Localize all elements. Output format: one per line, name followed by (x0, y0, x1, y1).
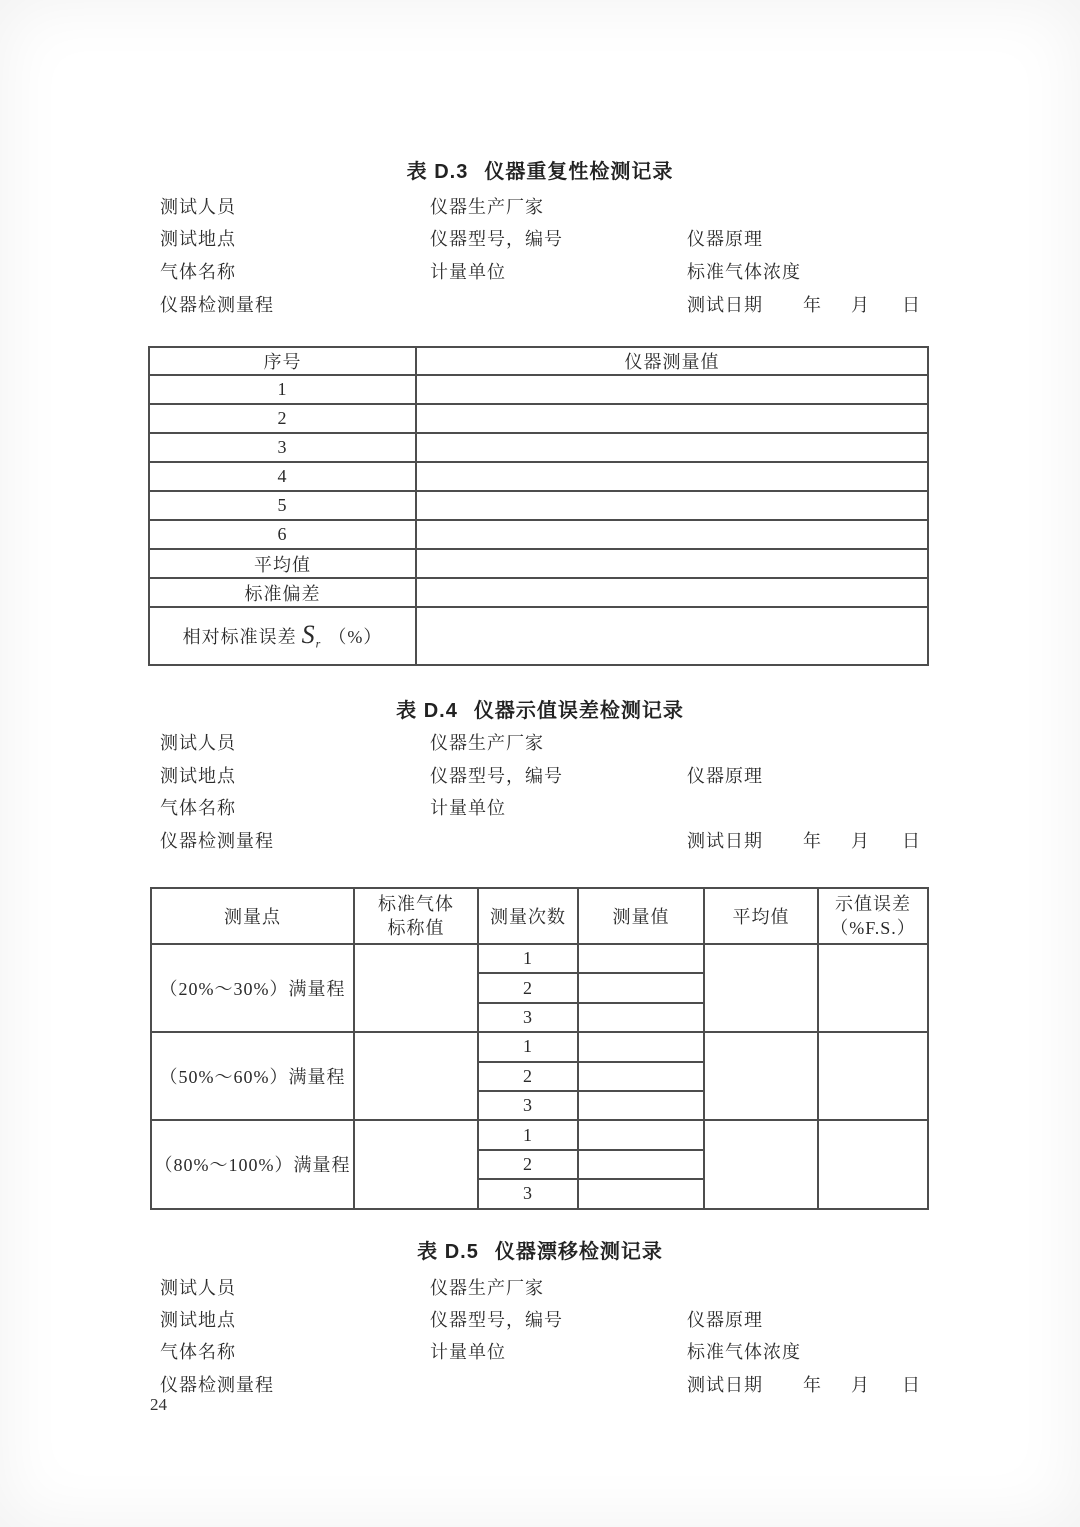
field-label-range: 仪器检测量程 (160, 1375, 274, 1395)
field-label-gas-name: 气体名称 (160, 798, 236, 818)
blank-nominal-cell (354, 1032, 478, 1120)
field-label-location: 测试地点 (160, 229, 236, 249)
blank-value-cell (578, 1062, 704, 1091)
field-label-gas-name: 气体名称 (160, 1342, 236, 1362)
blank-entry-cell (416, 578, 928, 607)
measure-point-header-cell: 测量点 (151, 888, 354, 944)
d3-info-row-4 (160, 295, 1060, 317)
count-cell: 3 (478, 1003, 578, 1032)
seq-cell: 6 (149, 520, 416, 549)
table-d5-title-number: 表 D.5 (417, 1241, 479, 1263)
table-d5-title-text: 仪器漂移检测记录 (494, 1241, 663, 1263)
count-cell: 3 (478, 1091, 578, 1120)
measured-value-header-cell: 仪器测量值 (416, 347, 928, 375)
blank-entry-cell (416, 462, 928, 491)
blank-error-cell (818, 944, 928, 1032)
table-row (149, 607, 928, 665)
count-cell: 2 (478, 1150, 578, 1179)
table-row (151, 944, 928, 973)
table-row (151, 1120, 928, 1149)
date-month-label: 月 (851, 831, 870, 851)
field-label-principle: 仪器原理 (687, 766, 763, 786)
indication-error-table (150, 887, 929, 1210)
table-row (149, 433, 928, 462)
std-gas-header-line2: 标称值 (387, 918, 445, 938)
field-label-location: 测试地点 (160, 1310, 236, 1330)
blank-entry-cell (416, 607, 928, 665)
seq-cell: 4 (149, 462, 416, 491)
sr-symbol: S (301, 620, 316, 650)
measure-point-cell: （20%～30%）满量程 (151, 944, 354, 1032)
d4-info-row-3 (160, 798, 1060, 820)
field-label-principle: 仪器原理 (687, 229, 763, 249)
field-label-tester: 测试人员 (160, 1278, 236, 1298)
table-row (149, 578, 928, 607)
blank-average-cell (704, 944, 818, 1032)
std-gas-header-line1: 标准气体 (378, 894, 454, 914)
count-cell: 1 (478, 1120, 578, 1149)
field-label-location: 测试地点 (160, 766, 236, 786)
average-header-cell: 平均值 (704, 888, 818, 944)
table-header-row (149, 347, 928, 375)
blank-error-cell (818, 1120, 928, 1208)
measure-point-cell: （80%～100%）满量程 (151, 1120, 354, 1208)
measure-point-cell: （50%～60%）满量程 (151, 1032, 354, 1120)
table-row (151, 1032, 928, 1061)
field-label-std-gas-conc: 标准气体浓度 (687, 1342, 801, 1362)
field-label-range: 仪器检测量程 (160, 295, 274, 315)
date-day-label: 日 (902, 1375, 921, 1395)
field-label-test-date: 测试日期 (687, 1375, 763, 1395)
count-cell: 2 (478, 973, 578, 1002)
table-d3-title-text: 仪器重复性检测记录 (484, 161, 674, 183)
field-label-range: 仪器检测量程 (160, 831, 274, 851)
d3-info-row-1 (160, 197, 1060, 219)
table-d3-title (0, 161, 1080, 183)
blank-average-cell (704, 1032, 818, 1120)
repeatability-table (148, 346, 929, 666)
indication-error-header-line2: （%F.S.） (830, 918, 916, 938)
date-day-label: 日 (902, 295, 921, 315)
blank-value-cell (578, 1032, 704, 1061)
blank-value-cell (578, 1091, 704, 1120)
d4-info-row-4 (160, 831, 1060, 853)
blank-entry-cell (416, 549, 928, 578)
d3-info-row-3 (160, 262, 1060, 284)
seq-header-cell: 序号 (149, 347, 416, 375)
field-label-unit: 计量单位 (430, 798, 506, 818)
table-row (149, 462, 928, 491)
std-deviation-label-cell: 标准偏差 (149, 578, 416, 607)
blank-value-cell (578, 973, 704, 1002)
count-cell: 1 (478, 1032, 578, 1061)
field-label-test-date: 测试日期 (687, 295, 763, 315)
measured-value-header-cell: 测量值 (578, 888, 704, 944)
field-label-unit: 计量单位 (430, 262, 506, 282)
seq-cell: 3 (149, 433, 416, 462)
date-month-label: 月 (851, 1375, 870, 1395)
date-year-label: 年 (803, 295, 822, 315)
date-year-label: 年 (803, 831, 822, 851)
count-cell: 2 (478, 1062, 578, 1091)
date-month-label: 月 (851, 295, 870, 315)
blank-average-cell (704, 1120, 818, 1208)
table-d4-title-number: 表 D.4 (396, 700, 458, 722)
blank-value-cell (578, 1179, 704, 1208)
date-day-label: 日 (902, 831, 921, 851)
blank-nominal-cell (354, 1120, 478, 1208)
field-label-unit: 计量单位 (430, 1342, 506, 1362)
sr-percent-text: （%） (328, 627, 383, 648)
date-year-label: 年 (803, 1375, 822, 1395)
table-row (149, 520, 928, 549)
seq-cell: 5 (149, 491, 416, 520)
d4-info-row-1 (160, 733, 1060, 755)
table-d4-title (0, 700, 1080, 722)
table-row (149, 491, 928, 520)
field-label-model: 仪器型号，编号 (430, 229, 563, 249)
field-label-model: 仪器型号，编号 (430, 766, 563, 786)
blank-value-cell (578, 1003, 704, 1032)
blank-entry-cell (416, 375, 928, 404)
field-label-test-date: 测试日期 (687, 831, 763, 851)
std-gas-nominal-header-cell (354, 888, 478, 944)
count-cell: 3 (478, 1179, 578, 1208)
table-d3-title-number: 表 D.3 (406, 161, 469, 183)
table-header-row (151, 888, 928, 944)
field-label-model: 仪器型号，编号 (430, 1310, 563, 1330)
table-row (149, 404, 928, 433)
field-label-tester: 测试人员 (160, 733, 236, 753)
indication-error-header-line1: 示值误差 (835, 894, 911, 914)
blank-entry-cell (416, 491, 928, 520)
field-label-principle: 仪器原理 (687, 1310, 763, 1330)
field-label-gas-name: 气体名称 (160, 262, 236, 282)
d5-info-row-2 (160, 1310, 1060, 1332)
d5-info-row-3 (160, 1342, 1060, 1364)
blank-entry-cell (416, 433, 928, 462)
measure-count-header-cell: 测量次数 (478, 888, 578, 944)
field-label-manufacturer: 仪器生产厂家 (430, 1278, 544, 1298)
count-cell: 1 (478, 944, 578, 973)
seq-cell: 1 (149, 375, 416, 404)
indication-error-header-cell (818, 888, 928, 944)
page-number: 24 (150, 1395, 167, 1414)
field-label-manufacturer: 仪器生产厂家 (430, 197, 544, 217)
field-label-manufacturer: 仪器生产厂家 (430, 733, 544, 753)
table-d5-title (0, 1241, 1080, 1263)
table-row (149, 549, 928, 578)
blank-entry-cell (416, 520, 928, 549)
sr-subscript: r (315, 636, 322, 651)
d3-info-row-2 (160, 229, 1060, 251)
field-label-tester: 测试人员 (160, 197, 236, 217)
blank-error-cell (818, 1032, 928, 1120)
seq-cell: 2 (149, 404, 416, 433)
table-row (149, 375, 928, 404)
d4-info-row-2 (160, 766, 1060, 788)
sr-label-text: 相对标准误差 (182, 627, 297, 648)
d5-info-row-4 (160, 1375, 1060, 1397)
blank-nominal-cell (354, 944, 478, 1032)
blank-value-cell (578, 1150, 704, 1179)
blank-value-cell (578, 944, 704, 973)
d5-info-row-1 (160, 1278, 1060, 1300)
relative-std-error-label-cell (149, 607, 416, 665)
blank-value-cell (578, 1120, 704, 1149)
table-d4-title-text: 仪器示值误差检测记录 (473, 700, 684, 722)
field-label-std-gas-conc: 标准气体浓度 (687, 262, 801, 282)
blank-entry-cell (416, 404, 928, 433)
average-label-cell: 平均值 (149, 549, 416, 578)
